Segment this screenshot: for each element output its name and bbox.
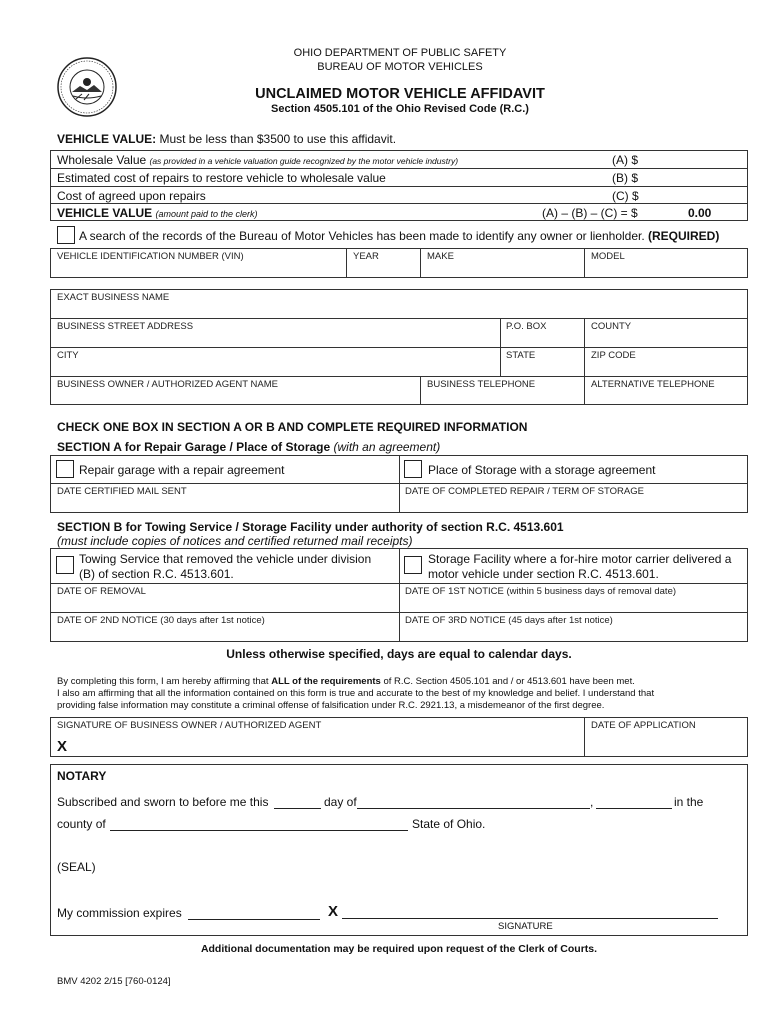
storage-facility-label-line1: Storage Facility where a for-hire motor carrier delivered a xyxy=(428,552,732,566)
alt-phone-field[interactable]: ALTERNATIVE TELEPHONE xyxy=(591,379,715,390)
sworn-label: Subscribed and sworn to before me this xyxy=(57,795,269,809)
vehicle-value-formula: (A) – (B) – (C) = $ xyxy=(542,206,638,220)
model-field[interactable]: MODEL xyxy=(591,251,625,262)
commission-expires-label: My commission expires xyxy=(57,906,182,920)
ohio-seal-icon xyxy=(56,56,118,118)
removal-date-field[interactable]: DATE OF REMOVAL xyxy=(57,586,146,597)
notary-heading: NOTARY xyxy=(57,769,107,783)
form-title: UNCLAIMED MOTOR VEHICLE AFFIDAVIT xyxy=(255,86,545,102)
additional-documentation-note: Additional documentation may be required upon request of the Clerk of Courts. xyxy=(200,943,598,955)
business-name-field[interactable]: EXACT BUSINESS NAME xyxy=(57,292,170,303)
towing-service-label-line1: Towing Service that removed the vehicle under division xyxy=(79,552,372,566)
vehicle-value-total[interactable]: 0.00 xyxy=(688,206,712,220)
code-a: (A) $ xyxy=(612,153,639,167)
section-a-heading: SECTION A for Repair Garage / Place of Storage (with an agreement) xyxy=(57,440,441,454)
storage-place-checkbox[interactable] xyxy=(404,460,422,478)
agreed-repairs-label: Cost of agreed upon repairs xyxy=(57,189,206,203)
city-field[interactable]: CITY xyxy=(57,350,79,361)
signature-x-mark: X xyxy=(57,738,68,755)
sworn-year-input[interactable] xyxy=(596,808,672,809)
section-b-heading: SECTION B for Towing Service / Storage Facility under authority of section R.C. 4513.601 xyxy=(57,520,564,534)
second-notice-date-field[interactable]: DATE OF 2ND NOTICE (30 days after 1st notice) xyxy=(57,615,265,626)
towing-service-label-line2: (B) of section R.C. 4513.601. xyxy=(79,567,234,581)
notary-signature-input[interactable] xyxy=(342,918,718,919)
section-b-note: (must include copies of notices and certified returned mail receipts) xyxy=(57,534,413,548)
check-one-heading: CHECK ONE BOX IN SECTION A OR B AND COMPLETE REQUIRED INFORMATION xyxy=(57,420,528,434)
completed-repair-date-field[interactable]: DATE OF COMPLETED REPAIR / TERM OF STORAGE xyxy=(405,486,644,497)
first-notice-date-field[interactable]: DATE OF 1ST NOTICE (within 5 business days of removal date) xyxy=(405,586,677,597)
storage-facility-checkbox[interactable] xyxy=(404,556,422,574)
year-field[interactable]: YEAR xyxy=(353,251,379,262)
storage-place-label: Place of Storage with a storage agreement xyxy=(428,463,656,477)
po-box-field[interactable]: P.O. BOX xyxy=(506,321,547,332)
search-statement: A search of the records of the Bureau of Motor Vehicles has been made to identify any owner or lienholder. (REQUIRED) xyxy=(79,229,720,243)
form-subtitle: Section 4505.101 of the Ohio Revised Code (R.C.) xyxy=(271,103,529,115)
code-b: (B) $ xyxy=(612,171,639,185)
day-of-label: day of xyxy=(324,795,357,809)
storage-facility-label-line2: motor vehicle under section R.C. 4513.601. xyxy=(428,567,659,581)
third-notice-date-field[interactable]: DATE OF 3RD NOTICE (45 days after 1st notice) xyxy=(405,615,613,626)
in-the-label: in the xyxy=(674,795,704,809)
affirmation-text: By completing this form, I am hereby affirming that ALL of the requirements of R.C. Section 4505.101 and / or 4513.601 have been met. I also am affirming that all the information contained on this form is true and accurate to the best of my knowledge and belief. I understand that providing false information may constitute a criminal offense of falsification under R.C. 2921.13, a misdemeanor of the first degree. xyxy=(57,676,655,711)
notary-county-input[interactable] xyxy=(110,830,408,831)
state-of-ohio-label: State of Ohio. xyxy=(412,817,486,831)
make-field[interactable]: MAKE xyxy=(427,251,454,262)
commission-expires-input[interactable] xyxy=(188,919,320,920)
form-number: BMV 4202 2/15 [760-0124] xyxy=(57,976,171,987)
vin-field[interactable]: VEHICLE IDENTIFICATION NUMBER (VIN) xyxy=(57,251,244,262)
certified-mail-date-field[interactable]: DATE CERTIFIED MAIL SENT xyxy=(57,486,187,497)
signature-field[interactable]: SIGNATURE OF BUSINESS OWNER / AUTHORIZED AGENT xyxy=(57,720,322,731)
towing-service-checkbox[interactable] xyxy=(56,556,74,574)
repair-estimate-label: Estimated cost of repairs to restore vehicle to wholesale value xyxy=(57,171,386,185)
bureau-name: BUREAU OF MOTOR VEHICLES xyxy=(317,61,483,73)
code-c: (C) $ xyxy=(612,189,639,203)
zip-code-field[interactable]: ZIP CODE xyxy=(591,350,636,361)
agency-name: OHIO DEPARTMENT OF PUBLIC SAFETY xyxy=(293,47,507,59)
calendar-days-note: Unless otherwise specified, days are equal to calendar days. xyxy=(226,647,572,661)
vehicle-value-heading: VEHICLE VALUE: Must be less than $3500 to use this affidavit. xyxy=(57,132,397,146)
business-phone-field[interactable]: BUSINESS TELEPHONE xyxy=(427,379,536,390)
wholesale-value-label: Wholesale Value (as provided in a vehicle valuation guide recognized by the motor vehicle industry) xyxy=(57,153,459,167)
search-required-checkbox[interactable] xyxy=(57,226,75,244)
comma-label: , xyxy=(590,795,594,809)
sworn-month-input[interactable] xyxy=(357,808,590,809)
street-address-field[interactable]: BUSINESS STREET ADDRESS xyxy=(57,321,194,332)
sworn-day-input[interactable] xyxy=(274,808,321,809)
notary-signature-label: SIGNATURE xyxy=(498,921,553,932)
county-field[interactable]: COUNTY xyxy=(591,321,632,332)
application-date-field[interactable]: DATE OF APPLICATION xyxy=(591,720,696,731)
county-of-label: county of xyxy=(57,817,106,831)
vehicle-value-total-label: VEHICLE VALUE (amount paid to the clerk) xyxy=(57,206,258,220)
owner-name-field[interactable]: BUSINESS OWNER / AUTHORIZED AGENT NAME xyxy=(57,379,278,390)
repair-garage-label: Repair garage with a repair agreement xyxy=(79,463,285,477)
repair-garage-checkbox[interactable] xyxy=(56,460,74,478)
seal-label: (SEAL) xyxy=(57,860,96,874)
state-field[interactable]: STATE xyxy=(506,350,536,361)
notary-x-mark: X xyxy=(328,903,339,920)
